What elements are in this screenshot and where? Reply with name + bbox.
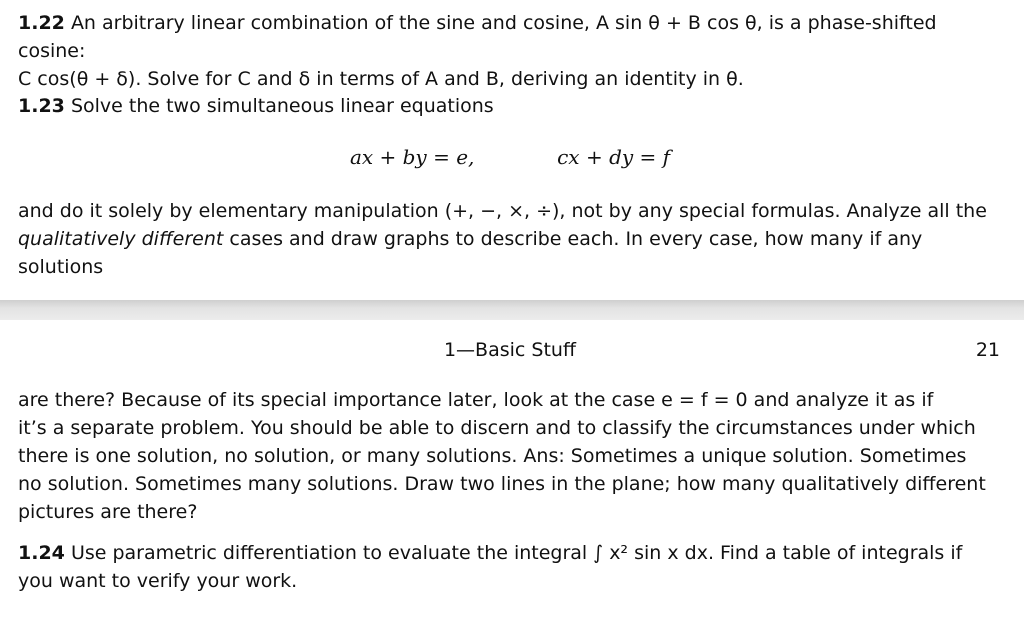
- problem-1-22-line2: C cos(θ + δ). Solve for C and δ in terms of A and B, deriving an identity in θ.: [18, 68, 744, 90]
- emphasis-text: qualitatively different: [18, 228, 224, 250]
- continuation-line5: pictures are there?: [18, 501, 198, 523]
- upper-page: [0, 0, 1024, 300]
- problem-number: 1.23: [18, 95, 65, 117]
- page-number: 21: [975, 339, 1000, 361]
- equation-1: ax + by = e,: [349, 145, 475, 169]
- problem-text: Solve the two simultaneous linear equations: [70, 95, 494, 117]
- problem-1-24-line1: [18, 539, 1002, 567]
- equation-2: cx + dy = f: [557, 145, 671, 169]
- problem-text: An arbitrary linear combination of the sine and cosine, A sin θ + B cos θ, is a phase-shifted cosine:: [18, 12, 937, 62]
- problem-number: 1.24: [18, 542, 65, 564]
- running-header: [18, 336, 1002, 364]
- problem-1-23-body: [18, 197, 1002, 281]
- problem-number: 1.22: [18, 12, 65, 34]
- problem-1-22: [18, 9, 1002, 93]
- problem-1-23-continuation: [18, 386, 1002, 526]
- continuation-line3: there is one solution, no solution, or many solutions. Ans: Sometimes a unique solution. Sometimes: [18, 445, 967, 467]
- equation-line: [18, 143, 1002, 171]
- problem-1-23-line2: [18, 225, 1002, 281]
- problem-1-24: [18, 539, 1002, 595]
- problem-text: Use parametric differentiation to evaluate the integral ∫ x² sin x dx. Find a table of integrals if: [70, 542, 963, 564]
- problem-1-23-intro: [18, 92, 1002, 120]
- problem-text: cases and draw graphs to describe each. In every case, how many if any solutions: [18, 228, 923, 278]
- problem-1-24-line2: you want to verify your work.: [18, 570, 298, 592]
- problem-1-23-line1: and do it solely by elementary manipulation (+, −, ×, ÷), not by any special formulas. Analyze all the: [18, 200, 987, 222]
- chapter-title: 1—Basic Stuff: [443, 339, 577, 361]
- continuation-line2: it’s a separate problem. You should be able to discern and to classify the circumstances under which: [18, 417, 976, 439]
- continuation-line1: are there? Because of its special importance later, look at the case e = f = 0 and analyze it as if: [18, 389, 934, 411]
- continuation-line4: no solution. Sometimes many solutions. Draw two lines in the plane; how many qualitatively different: [18, 473, 986, 495]
- problem-1-22-line1: [18, 9, 1002, 65]
- page-break-divider: [0, 300, 1024, 320]
